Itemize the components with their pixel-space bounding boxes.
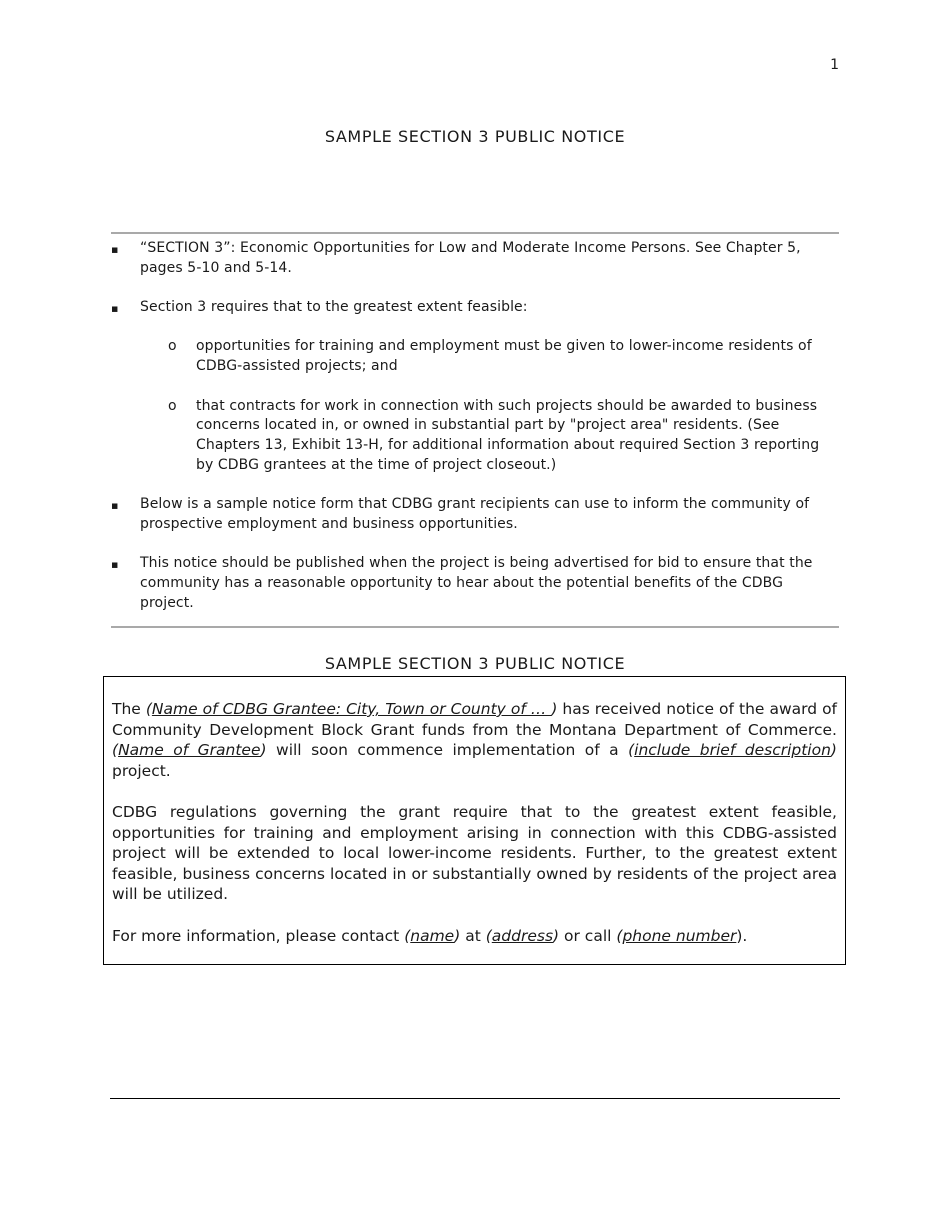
grantee-name-placeholder-text: Name of Grantee <box>118 741 261 760</box>
description-placeholder <box>628 741 837 759</box>
list-item <box>111 554 839 613</box>
address-placeholder: (address) <box>485 926 560 945</box>
instructions-section <box>111 239 839 633</box>
square-bullet-icon: ▪ <box>111 499 119 513</box>
list-item <box>111 298 839 318</box>
sub-list-item <box>111 397 839 476</box>
notice-text: For more information, please contact <box>112 926 405 945</box>
sub-list-item <box>111 337 839 376</box>
list-item-text: Section 3 requires that to the greatest extent feasible: <box>140 299 528 316</box>
grantee-placeholder <box>146 700 558 718</box>
contact-name-placeholder-text: name <box>410 926 455 945</box>
paren: ( <box>112 741 119 760</box>
square-bullet-icon: ▪ <box>111 243 119 256</box>
address-placeholder-text: address <box>491 926 554 945</box>
description-placeholder-text: include brief description <box>634 741 831 760</box>
notice-text: has received notice of the award of Community Development Block Grant funds from the Montana Department of Commerce. <box>112 700 838 739</box>
circle-bullet-icon: o <box>168 397 177 414</box>
notice-paragraph-regulations: CDBG regulations governing the grant require that to the greatest extent feasible, opportunities for training and employment arising in connection with this CDBG-assisted project will be extended to local lower-income residents. Further, to the greatest extent feasible, business concerns located in or substantially owned by residents of the project area will be utilized. <box>112 802 837 904</box>
paren: ) <box>260 741 267 760</box>
footer-divider <box>110 1098 840 1099</box>
sub-list-item-text: that contracts for work in connection with such projects should be awarded to business concerns located in, or owned in substantial part by "project area" residents. (See Chapters 13, Exhibit 13-H, for additional information about required Section 3 reporting by CDBG grantees at the time of project closeout.) <box>196 397 820 473</box>
sample-notice-box <box>103 676 846 965</box>
square-bullet-icon: ▪ <box>111 302 119 316</box>
list-item <box>111 239 839 278</box>
phone-placeholder-text: phone number <box>622 926 737 945</box>
grantee-placeholder-text: Name of CDBG Grantee: City, Town or County of … <box>151 700 552 718</box>
page-title: SAMPLE SECTION 3 PUBLIC NOTICE <box>324 127 626 146</box>
list-item-text: “SECTION 3”: Economic Opportunities for Low and Moderate Income Persons. See Chapter 5, pages 5-10 and 5-14. <box>140 240 801 276</box>
notice-text: The <box>112 700 146 718</box>
notice-heading: SAMPLE SECTION 3 PUBLIC NOTICE <box>324 654 626 673</box>
phone-placeholder: (phone number <box>616 926 737 945</box>
list-item <box>111 495 839 534</box>
square-bullet-icon: ▪ <box>111 558 119 572</box>
notice-paragraph-contact <box>112 926 837 947</box>
grantee-name-placeholder <box>112 741 267 759</box>
sub-list-item-text: opportunities for training and employment must be given to lower-income residents of CDBG-assisted projects; and <box>196 338 812 375</box>
notice-text: at <box>460 926 486 945</box>
notice-paragraph-grantee <box>112 699 837 781</box>
notice-text: will soon commence implementation of a <box>266 741 629 760</box>
bottom-divider <box>111 626 839 628</box>
paren: ) <box>830 741 837 760</box>
list-item-text: Below is a sample notice form that CDBG grant recipients can use to inform the community of prospective employment and business opportunities. <box>140 496 810 532</box>
contact-name-placeholder: (name) <box>404 926 461 945</box>
paren: ( <box>145 700 152 718</box>
notice-text: or call <box>559 926 617 945</box>
notice-text: ). <box>736 926 748 945</box>
paren: ( <box>628 741 635 760</box>
top-divider <box>111 232 839 234</box>
circle-bullet-icon: o <box>168 338 177 355</box>
paren: ) <box>551 700 558 718</box>
list-item-text: This notice should be published when the project is being advertised for bid to ensure that the community has a reasonable opportunity to hear about the potential benefits of the CDBG project. <box>140 555 813 611</box>
notice-text: project. <box>112 761 171 780</box>
page-number: 1 <box>830 57 839 73</box>
